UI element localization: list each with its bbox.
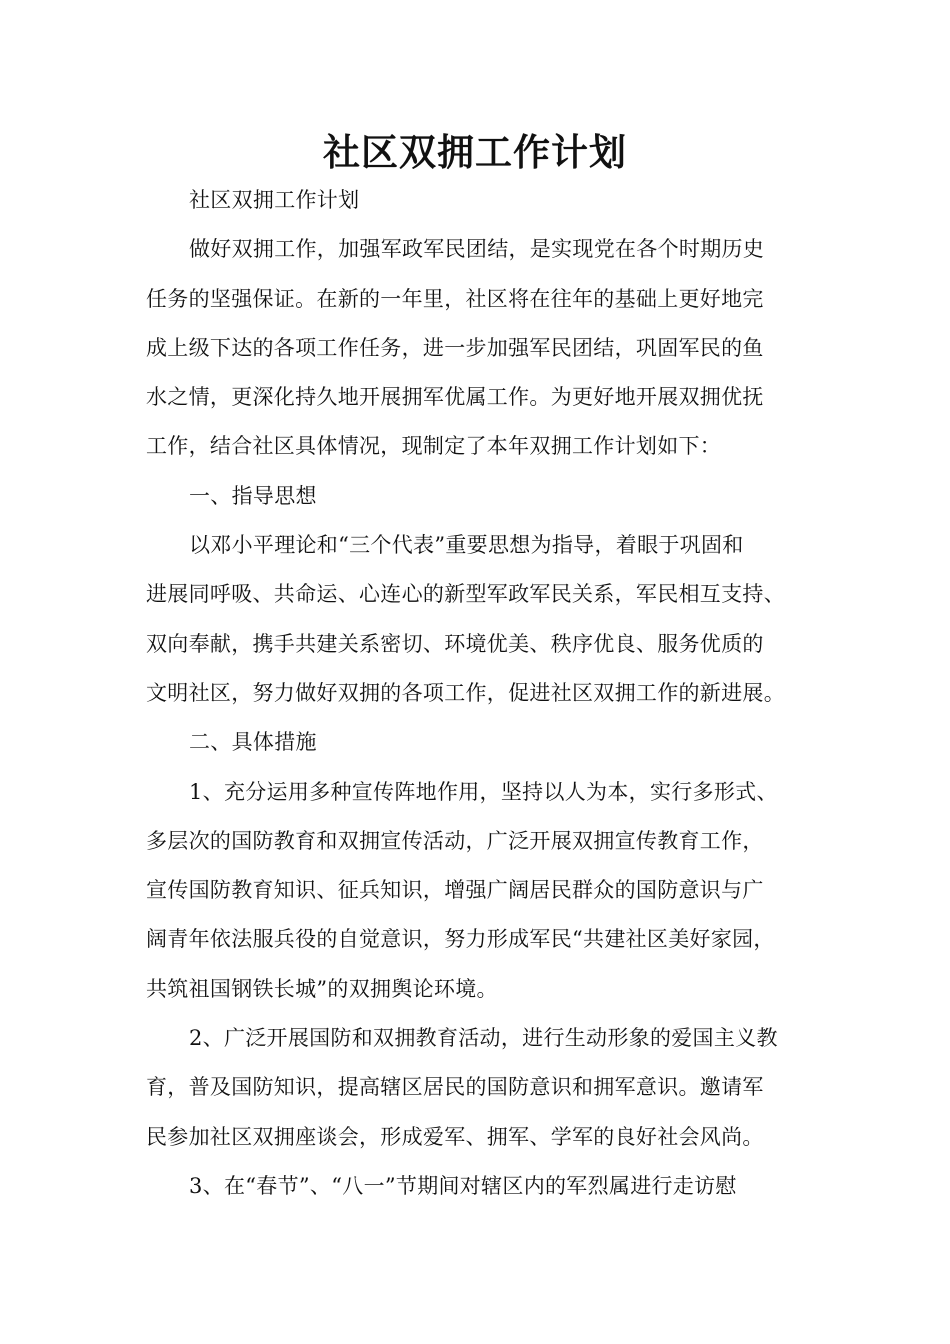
text-line: 文明社区，努力做好双拥的各项工作，促进社区双拥工作的新进展。 [146,680,785,705]
text-line: 2、广泛开展国防和双拥教育活动，进行生动形象的爱国主义教 [189,1026,778,1051]
text-line: 多层次的国防教育和双拥宣传活动，广泛开展双拥宣传教育工作， [146,828,764,853]
text-line: 民参加社区双拥座谈会，形成爱军、拥军、学军的良好社会风尚。 [146,1124,764,1149]
text-line: 双向奉献，携手共建关系密切、环境优美、秩序优良、服务优质的 [146,631,764,656]
document-title: 社区双拥工作计划 [323,131,627,174]
text-line: 3、在“春节”、“八一”节期间对辖区内的军烈属进行走访慰 [189,1173,737,1198]
text-line: 一、指导思想 [189,483,317,508]
text-line: 社区双拥工作计划 [189,188,360,212]
text-line: 1、充分运用多种宣传阵地作用，坚持以人为本，实行多形式、 [189,779,778,804]
text-line: 任务的坚强保证。在新的一年里，社区将在往年的基础上更好地完 [146,286,764,311]
document-body [146,176,826,1211]
text-line: 进展同呼吸、共命运、心连心的新型军政军民关系，军民相互支持、 [146,582,785,607]
text-line: 成上级下达的各项工作任务，进一步加强军民团结，巩固军民的鱼 [146,335,764,360]
text-line: 水之情，更深化持久地开展拥军优属工作。为更好地开展双拥优抚 [146,385,764,410]
text-line: 共筑祖国钢铁长城”的双拥舆论环境。 [146,976,498,1001]
text-line: 二、具体措施 [189,730,317,755]
text-line: 宣传国防教育知识、征兵知识，增强广阔居民群众的国防意识与广 [146,878,764,903]
text-line: 以邓小平理论和“三个代表”重要思想为指导，着眼于巩固和 [189,533,744,558]
text-line: 做好双拥工作，加强军政军民团结，是实现党在各个时期历史 [189,237,765,262]
text-line: 阔青年依法服兵役的自觉意识，努力形成军民“共建社区美好家园， [146,927,775,952]
text-line: 育，普及国防知识，提高辖区居民的国防意识和拥军意识。邀请军 [146,1075,764,1100]
text-line: 工作，结合社区具体情况，现制定了本年双拥工作计划如下： [146,434,722,459]
